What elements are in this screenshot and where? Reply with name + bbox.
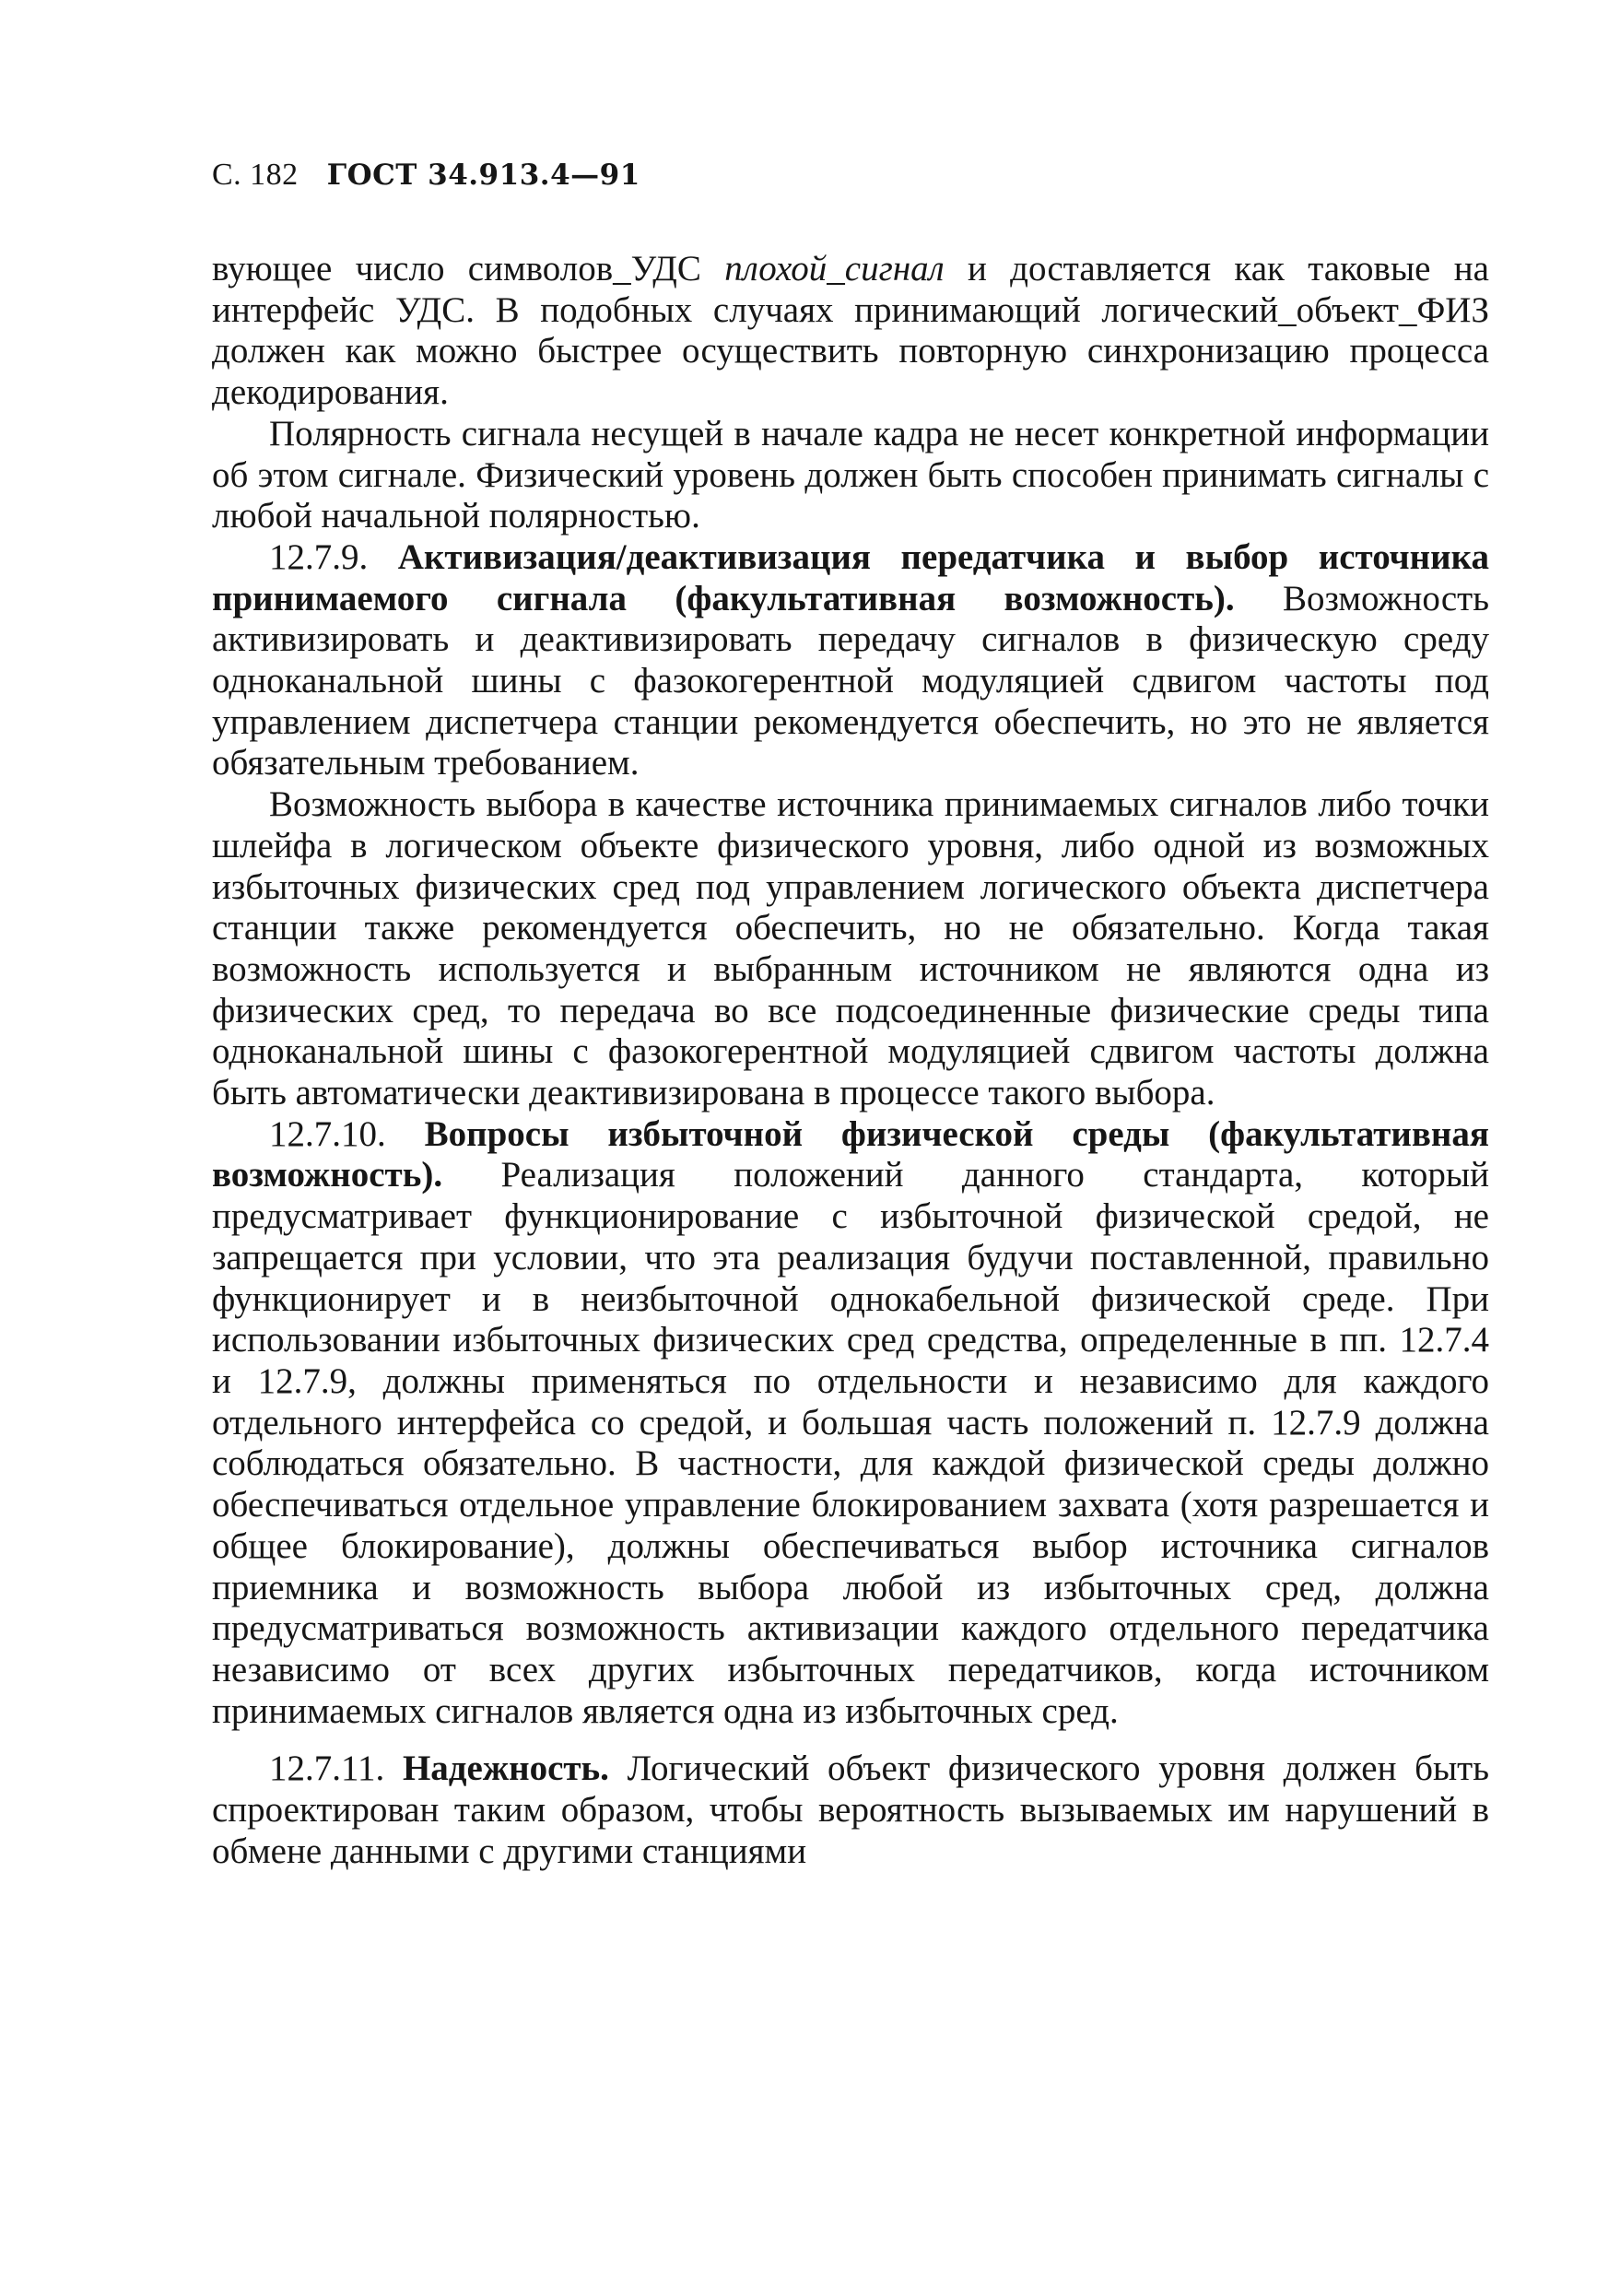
- body-text: [212, 249, 1489, 1872]
- paragraph: [212, 414, 1489, 537]
- section-heading: Надежность.: [402, 1748, 609, 1789]
- page-number: С. 182: [212, 158, 299, 192]
- document-page: [212, 155, 1489, 1872]
- paragraph-text: Полярность сигнала несущей в начале кадра не несет конкретной информации об этом сигнале. Физический уровень должен быть способен принимать сигналы с любой начальной полярностью.: [212, 413, 1489, 536]
- section-heading: Вопросы избыточной физической среды (факультативная возможность).: [212, 1113, 1490, 1195]
- paragraph-text: 12.7.11.: [269, 1748, 403, 1789]
- paragraph-text: 12.7.9.: [269, 536, 398, 577]
- paragraph-text: 12.7.10.: [269, 1113, 425, 1154]
- paragraph: [212, 784, 1489, 1114]
- paragraph-text: Логический объект физического уровня должен быть спроектирован таким образом, чтобы вероятность вызываемых им нарушений в обмене данными с другими станциями: [212, 1748, 1489, 1871]
- paragraph: [212, 1114, 1489, 1733]
- paragraph: [212, 537, 1489, 784]
- section-heading: Активизация/деактивизация передатчика и выбор источника принимаемого сигнала (факультативная возможность).: [212, 536, 1489, 618]
- paragraph-gap: [212, 1732, 1489, 1748]
- running-header: [212, 155, 1489, 195]
- term-italic: плохой_сигнал: [724, 249, 945, 288]
- paragraph: [212, 249, 1489, 414]
- paragraph: [212, 1748, 1489, 1872]
- paragraph-text: вующее число символов_УДС: [212, 249, 725, 288]
- paragraph-text: и доставляется как таковые на интерфейс УДС. В подобных случаях принимающий логический_объект_ФИЗ должен как можно быстрее осуществить повторную синхронизацию процесса декодирования.: [212, 249, 1489, 413]
- paragraph-text: Возможность выбора в качестве источника принимаемых сигналов либо точки шлейфа в логическом объекте физического уровня, либо одной из возможных избыточных физических сред под управлением логического объекта диспетчера станции также рекомендуется обеспечить, но не обязательно. Когда такая возможность используется и выбранным источником не являются одна из физических сред, то передача во все подсоединенные физические среды типа одноканальной шины с фазокогерентной модуляцией сдвигом частоты должна быть автоматически деактивизирована в процессе такого выбора.: [212, 784, 1489, 1113]
- paragraph-text: Возможность активизировать и деактивизировать передачу сигналов в физическую среду одноканальной шины с фазокогерентной модуляцией сдвигом частоты под управлением диспетчера станции рекомендуется обеспечить, но это не является обязательным требованием.: [212, 578, 1489, 783]
- standard-code: ГОСТ 34.913.4—91: [326, 159, 640, 192]
- paragraph-text: Реализация положений данного стандарта, который предусматривает функционирование с избыточной физической средой, не запрещается при условии, что эта реализация будучи поставленной, правильно функционирует и в неизбыточной однокабельной физической среде. При использовании избыточных физических сред средства, определенные в пп. 12.7.4 и 12.7.9, должны применяться по отдельности и независимо для каждого отдельного интерфейса со средой, и большая часть положений п. 12.7.9 должна соблюдаться обязательно. В частности, для каждой физической среды должно обеспечиваться отдельное управление блокированием захвата (хотя разрешается и общее блокирование), должны обеспечиваться выбор источника сигналов приемника и возможность выбора любой из избыточных сред, должна предусматриваться возможность активизации каждого отдельного передатчика независимо от всех других избыточных передатчиков, когда источником принимаемых сигналов является одна из избыточных сред.: [212, 1155, 1489, 1731]
